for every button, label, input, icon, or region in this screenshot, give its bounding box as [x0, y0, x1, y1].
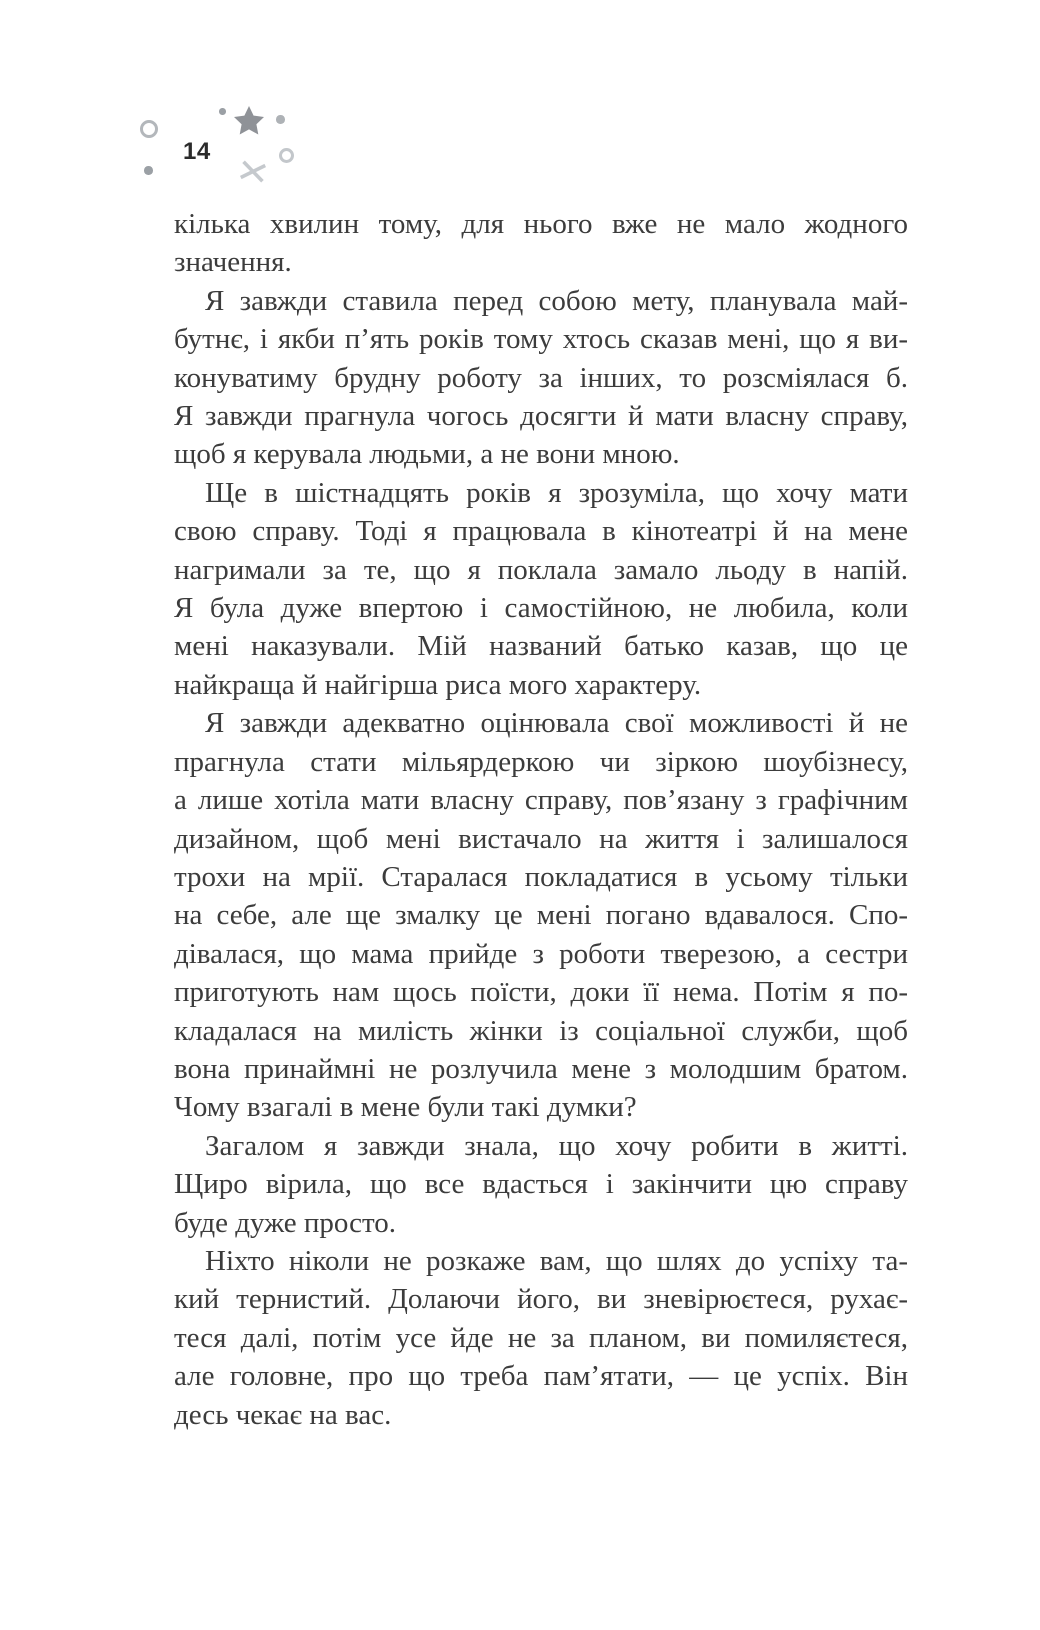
ring-small-icon — [279, 148, 294, 163]
text-line: нагримали за те, що я поклала замало льоду в напій. — [174, 553, 908, 586]
star-icon — [234, 106, 264, 135]
text-line: Чому взагалі в мене були такі думки? — [174, 1091, 637, 1124]
page-number: 14 — [183, 138, 211, 165]
text-line: вона принаймні не розлучила мене з молодшим братом. — [174, 1052, 908, 1085]
text-line: найкраща й найгірша риса мого характеру. — [174, 668, 702, 701]
dot-left-icon — [144, 166, 153, 175]
text-line: Я завжди прагнула чогось досягти й мати власну справу, — [174, 400, 908, 433]
text-line: Я була дуже впертою і самостійною, не любила, коли — [174, 592, 908, 625]
x-cross-icon — [237, 158, 269, 186]
paragraph — [174, 1127, 908, 1242]
text-line: десь чекає на вас. — [174, 1398, 392, 1431]
dot-right-icon — [276, 115, 285, 124]
text-line: дівалася, що мама прийде з роботи тверезою, а сестри — [174, 937, 908, 970]
paragraph — [174, 282, 908, 474]
text-line: а лише хотіла мати власну справу, пов’язану з графічним — [174, 784, 908, 817]
text-line: мені наказували. Мій названий батько казав, що це — [174, 630, 908, 663]
paragraph — [174, 474, 908, 704]
text-line: прагнула стати мільярдеркою чи зіркою шоубізнесу, — [174, 745, 908, 778]
text-line: Ще в шістнадцять років я зрозуміла, що хочу мати — [205, 476, 908, 509]
text-line: Я завжди адекватно оцінювала свої можливості й не — [205, 707, 908, 740]
text-line: кий тернистий. Долаючи його, ви зневірюєтеся, рухає- — [174, 1283, 908, 1316]
text-line: приготують нам щось поїсти, доки її нема. Потім я по- — [174, 976, 908, 1009]
text-line: конуватиму брудну роботу за інших, то розсміялася б. — [174, 361, 908, 394]
text-line: трохи на мрії. Старалася покладатися в усьому тільки — [174, 860, 908, 893]
text-line: теся далі, потім усе йде не за планом, ви помиляєтеся, — [174, 1321, 908, 1354]
ring-large-icon — [140, 120, 158, 138]
text-block — [174, 205, 908, 1434]
text-line: Загалом я завжди знала, що хочу робити в житті. — [205, 1129, 908, 1162]
text-line: бутнє, і якби п’ять років тому хтось сказав мені, що я ви- — [174, 323, 908, 356]
text-line: значення. — [174, 246, 292, 279]
text-line: кілька хвилин тому, для нього вже не мало жодного — [174, 208, 908, 240]
text-line: кладалася на милість жінки із соціальної служби, щоб — [174, 1014, 908, 1047]
text-line: Щиро вірила, що все вдасться і закінчити цю справу — [174, 1168, 908, 1201]
paragraph — [174, 205, 908, 282]
text-line: Я завжди ставила перед собою мету, планувала май- — [205, 284, 908, 317]
text-line: щоб я керувала людьми, а не вони мною. — [174, 438, 680, 471]
text-line: свою справу. Тоді я працювала в кінотеатрі й на мене — [174, 515, 908, 548]
text-line: на себе, але ще змалку це мені погано вдавалося. Спо- — [174, 899, 908, 932]
paragraph — [174, 704, 908, 1126]
text-line: Ніхто ніколи не розкаже вам, що шлях до успіху та- — [205, 1244, 908, 1277]
paragraph — [174, 1242, 908, 1434]
text-line: але головне, про що треба пам’ятати, — це успіх. Він — [174, 1360, 908, 1393]
text-line: буде дуже просто. — [174, 1206, 397, 1239]
dot-top-icon — [219, 108, 226, 115]
text-line: дизайном, щоб мені вистачало на життя і залишалося — [174, 822, 908, 855]
